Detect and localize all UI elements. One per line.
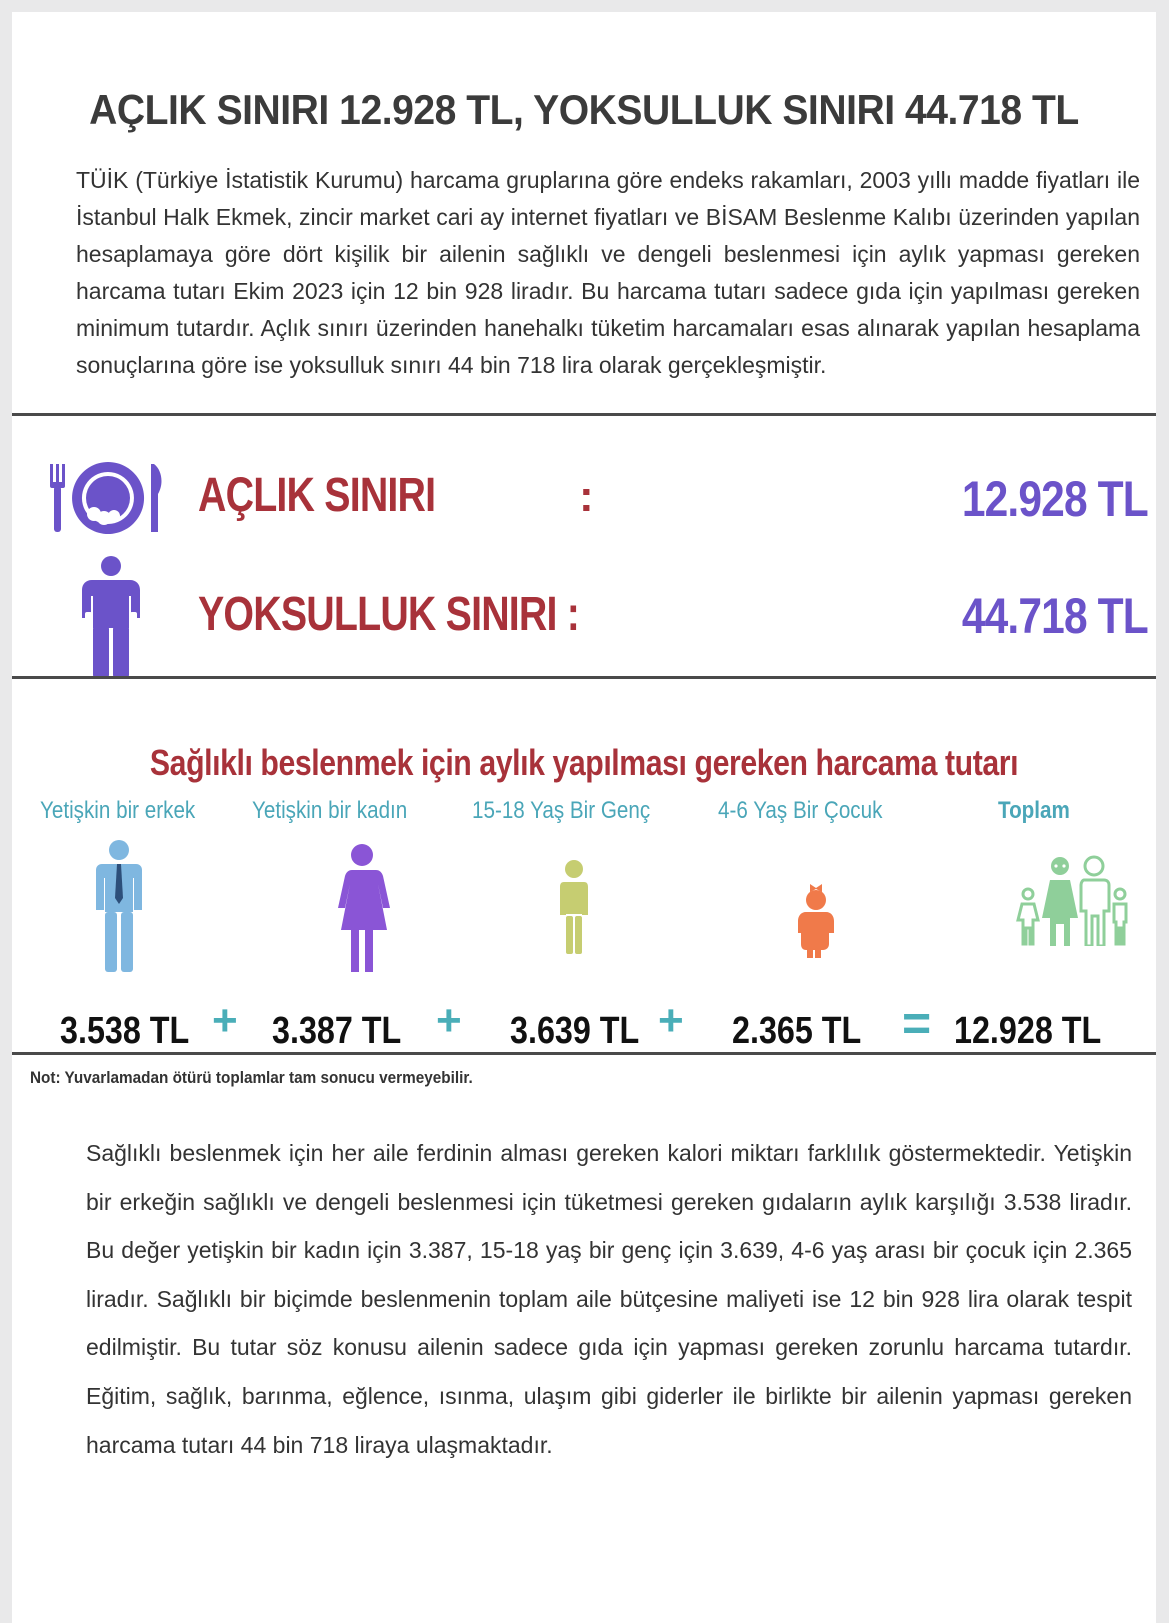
member-label-woman: Yetişkin bir kadın [252, 797, 408, 824]
man-icon [96, 840, 142, 972]
body-paragraph: Sağlıklı beslenmek için her aile ferdinin alması gereken kalori miktarı farklılık göstermektedir. Yetişkin bir erkeğin sağlıklı ve dengeli beslenmesi için tüketmesi gereken gıdaların aylık karşılığı 3.538 liradır. Bu değer yetişkin bir kadın için 3.387, 15-18 yaş bir genç için 3.639, 4-6 yaş arası bir çocuk için 2.365 liradır. Sağlıklı bir biçimde beslenmenin toplam aile bütçesine maliyeti ise 12 bin 928 lira olarak tespit edilmiştir. Bu tutar söz konusu ailenin sadece gıda için yapması gereken zorunlu harcama tutardır. Eğitim, sağlık, barınma, eğlence, ısınma, ulaşım gibi giderler ile birlikte bir ailenin yapması gereken harcama tutarı 44 bin 718 liraya ulaşmaktadır. [86, 1140, 1132, 1458]
family-icon [1016, 854, 1132, 946]
member-label-teen: 15-18 Yaş Bir Genç [472, 797, 651, 824]
amount-total: 12.928 TL [954, 1010, 1102, 1052]
member-label-man: Yetişkin bir erkek [40, 797, 196, 824]
divider-bottom [12, 1052, 1156, 1055]
intro-paragraph: TÜİK (Türkiye İstatistik Kurumu) harcama gruplarına göre endeks rakamları, 2003 yıllı madde fiyatları ile İstanbul Halk Ekmek, zincir market cari ay internet fiyatları ve BİSAM Beslenme Kalıbı üzerinden yapılan hesaplamaya göre dört kişilik bir ailenin sağlıklı ve dengeli beslenmesi için aylık yapması gereken harcama tutarı Ekim 2023 için 12 bin 928 liradır. Bu harcama tutarı sadece gıda için yapılması gereken minimum tutardır. Açlık sınırı üzerinden hanehalkı tüketim harcamaları esas alınarak yapılan hesaplama sonuçlarına göre ise yoksulluk sınırı 44 bin 718 lira olarak gerçekleşmiştir. [76, 167, 1140, 378]
page-title: AÇLIK SINIRI 12.928 TL, YOKSULLUK SINIRI 44.718 TL [89, 86, 1079, 133]
equals-sign: = [902, 995, 932, 1051]
amount-woman: 3.387 TL [272, 1010, 402, 1052]
member-label-child: 4-6 Yaş Bir Çocuk [718, 797, 883, 824]
amount-teen: 3.639 TL [510, 1010, 640, 1052]
plus-sign-2: + [436, 996, 462, 1045]
amount-child: 2.365 TL [732, 1010, 862, 1052]
plus-sign-1: + [212, 996, 238, 1045]
plus-sign-3: + [658, 996, 684, 1045]
rounding-note: Not: Yuvarlamadan ötürü toplamlar tam sonucu vermeyebilir. [30, 1068, 473, 1087]
divider-top [12, 413, 1156, 416]
poverty-line-value: 44.718 TL [961, 588, 1148, 644]
hunger-line-colon: : [579, 472, 594, 521]
divider-middle [12, 676, 1156, 679]
spending-heading: Sağlıklı beslenmek için aylık yapılması gereken harcama tutarı [149, 742, 1019, 783]
member-label-total: Toplam [998, 797, 1070, 824]
plate-cutlery-icon [42, 460, 172, 534]
woman-icon [334, 844, 390, 972]
document-page [12, 12, 1156, 1623]
teen-icon [560, 860, 588, 954]
amount-man: 3.538 TL [60, 1010, 190, 1052]
poor-man-icon [80, 556, 142, 678]
poverty-line-label: YOKSULLUK SINIRI : [198, 588, 580, 641]
hunger-line-label: AÇLIK SINIRI [198, 469, 436, 522]
hunger-line-value: 12.928 TL [961, 471, 1148, 527]
child-icon [798, 882, 834, 958]
